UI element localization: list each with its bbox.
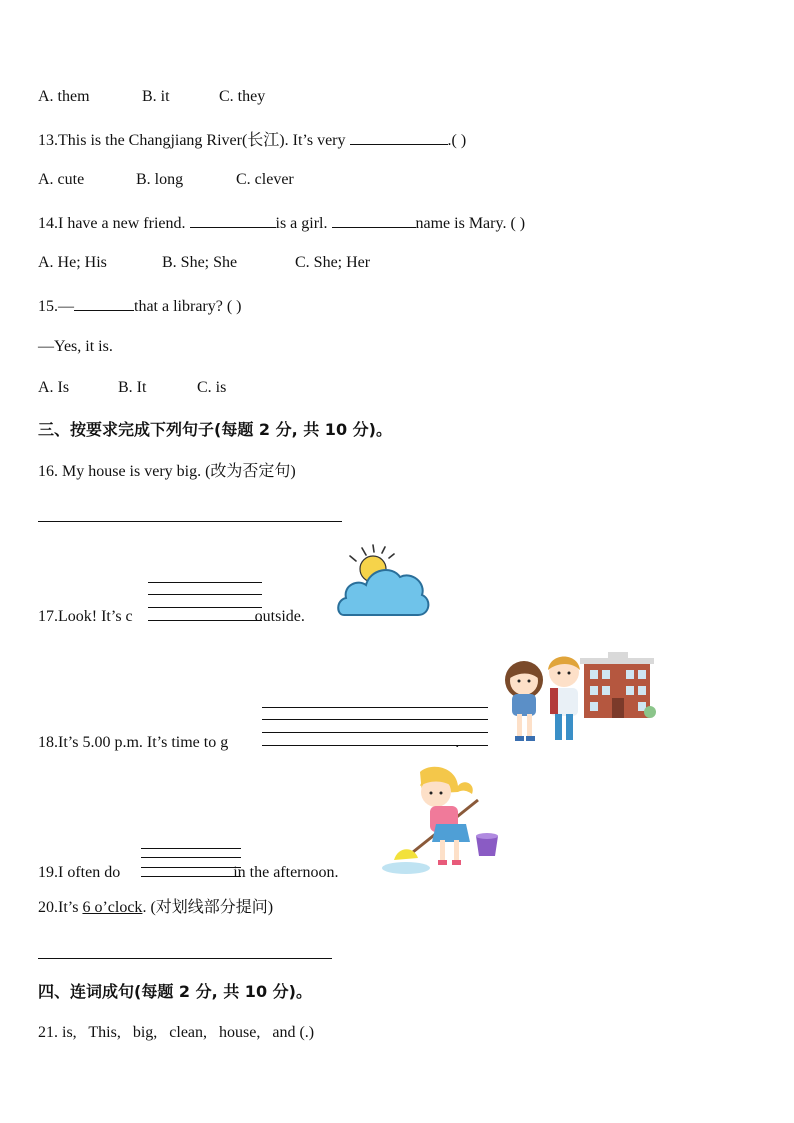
q18-pre: 18.It’s 5.00 p.m. It’s time to g <box>38 734 229 751</box>
q19-pre: 19.I often do <box>38 864 121 881</box>
q13-option-a[interactable]: A. cute <box>38 171 85 188</box>
q14-stem-b: is a girl. <box>275 215 328 232</box>
q15-stem-text: that a library? ( ) <box>134 298 242 315</box>
q17-post: outside. <box>254 608 305 625</box>
q14-option-c[interactable]: C. She; Her <box>295 254 371 271</box>
q20-underlined: 6 o’clock <box>82 899 143 916</box>
q13-stem-text: 13.This is the Changjiang River(长江). It’s very <box>38 132 346 149</box>
girl-mopping-illustration <box>380 764 504 878</box>
q21-text: 21. is, This, big, clean, house, and (.) <box>38 1024 315 1041</box>
q14-options <box>38 253 370 273</box>
q14-answer-blank-1[interactable] <box>190 212 276 228</box>
q14-option-b[interactable]: B. She; She <box>162 254 238 271</box>
girl-figure <box>505 661 543 741</box>
q14-option-a[interactable]: A. He; His <box>38 254 107 271</box>
q15-option-b[interactable]: B. It <box>118 379 147 396</box>
q20-pre: 20.It’s <box>38 899 83 916</box>
q14-stem <box>38 212 525 234</box>
girl-skirt <box>432 824 470 842</box>
q16-text: 16. My house is very big. (改为否定句) <box>38 463 296 480</box>
q15-answer: —Yes, it is. <box>38 338 113 355</box>
q13-answer-blank[interactable] <box>350 129 448 145</box>
q20-answer-line[interactable] <box>38 958 332 959</box>
water-puddle <box>382 862 430 874</box>
q15-options <box>38 378 226 398</box>
school-building-icon <box>580 652 656 718</box>
q15-option-c[interactable]: C. is <box>197 379 227 396</box>
q16-answer-line[interactable] <box>38 521 342 522</box>
boy-figure <box>548 657 580 741</box>
q18-text <box>38 733 459 753</box>
q15-option-a[interactable]: A. Is <box>38 379 70 396</box>
q17-pre: 17.Look! It’s c <box>38 608 133 625</box>
q14-stem-a: 14.I have a new friend. <box>38 215 186 232</box>
q12-option-a[interactable]: A. them <box>38 88 90 105</box>
q12-option-b[interactable]: B. it <box>142 88 170 105</box>
q15-stem <box>38 295 242 317</box>
q14-answer-blank-2[interactable] <box>332 212 416 228</box>
q17-text <box>38 607 305 627</box>
q18-post: . <box>455 734 460 751</box>
q20-text <box>38 898 273 918</box>
section-4-title: 四、连词成句(每题 2 分, 共 10 分)。 <box>38 982 312 1001</box>
q20-post: . (对划线部分提问) <box>142 899 274 916</box>
q19-post: in the afternoon. <box>233 864 339 881</box>
q13-stem-end: .( ) <box>447 132 467 149</box>
q12-option-c[interactable]: C. they <box>219 88 266 105</box>
q13-stem <box>38 129 466 151</box>
q13-option-b[interactable]: B. long <box>136 171 184 188</box>
q12-options <box>38 87 265 107</box>
cloud-sun-icon <box>336 545 430 621</box>
q13-option-c[interactable]: C. clever <box>236 171 294 188</box>
q15-prefix: 15.— <box>38 298 74 315</box>
section-3-title: 三、按要求完成下列句子(每题 2 分, 共 10 分)。 <box>38 420 392 439</box>
cloud-shape <box>338 570 428 615</box>
kids-school-illustration <box>500 648 656 748</box>
q13-options <box>38 170 294 190</box>
q15-answer-blank[interactable] <box>74 295 134 311</box>
q19-text <box>38 863 339 883</box>
bucket-icon <box>476 833 498 856</box>
q14-stem-c: name is Mary. ( ) <box>415 215 526 232</box>
